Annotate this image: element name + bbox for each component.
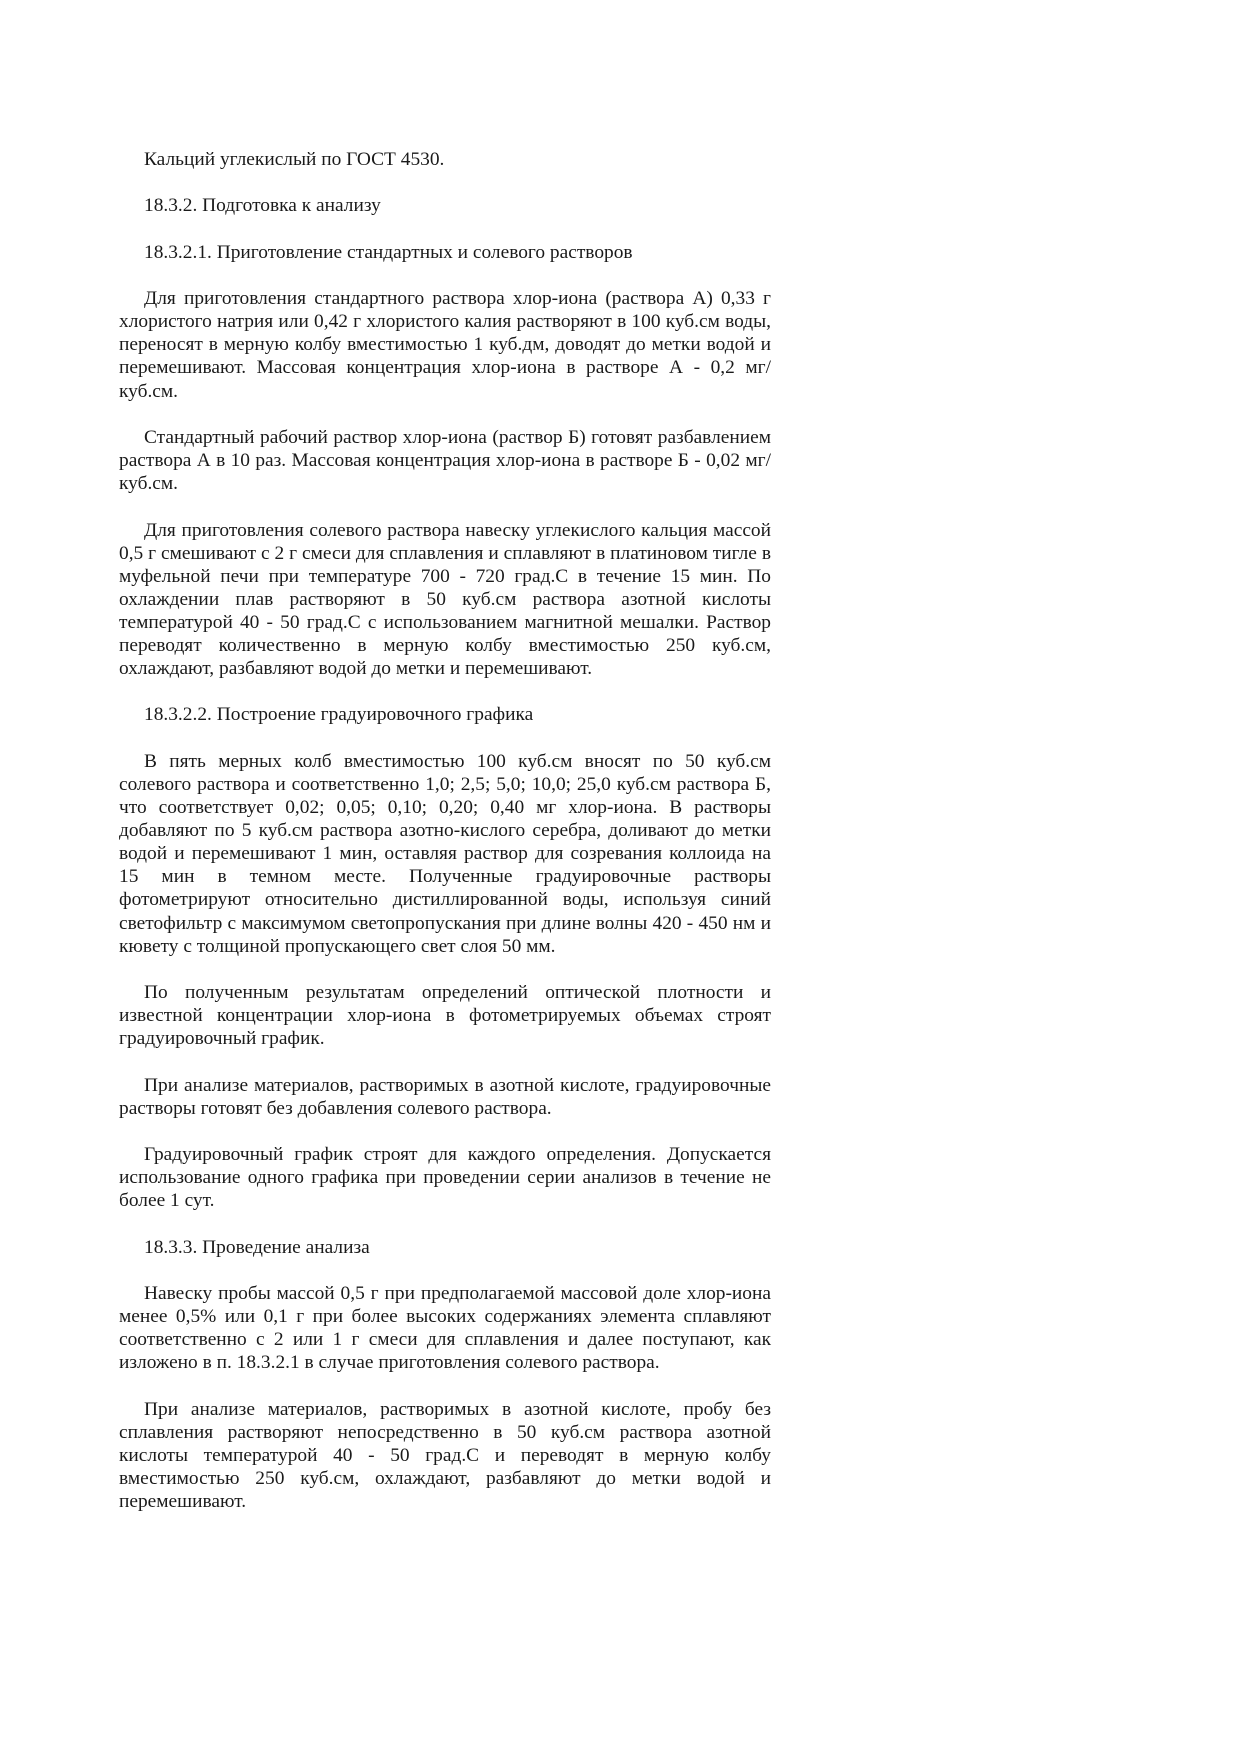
paragraph: При анализе материалов, растворимых в азотной кислоте, пробу без сплавления растворяют непосредственно в 50 куб.см раствора азотной кислоты температурой 40 - 50 град.С и переводят в мерную колбу вместимостью 250 куб.см, охлаждают, разбавляют до метки водой и перемешивают. [119, 1398, 771, 1513]
paragraph: Градуировочный график строят для каждого определения. Допускается использование одного графика при проведении серии анализов в течение не более 1 сут. [119, 1144, 771, 1212]
section-heading: 18.3.3. Проведение анализа [144, 1236, 370, 1258]
document-page [119, 148, 771, 1536]
paragraph: Для приготовления солевого раствора навеску углекислого кальция массой 0,5 г смешивают с 2 г смеси для сплавления и сплавляют в платиновом тигле в муфельной печи при температуре 700 - 720 град.С в течение 15 мин. По охлаждении плав растворяют в 50 куб.см раствора азотной кислоты температурой 40 - 50 град.С с использованием магнитной мешалки. Раствор переводят количественно в мерную колбу вместимостью 250 куб.см, охлаждают, разбавляют водой до метки и перемешивают. [119, 519, 771, 680]
reagent-line: Кальций углекислый по ГОСТ 4530. [144, 149, 445, 170]
paragraph: Навеску пробы массой 0,5 г при предполагаемой массовой доле хлор-иона менее 0,5% или 0,1 г при более высоких содержаниях элемента сплавляют соответственно с 2 или 1 г смеси для сплавления и далее поступают, как изложено в п. 18.3.2.1 в случае приготовления солевого раствора. [119, 1283, 771, 1374]
paragraph: При анализе материалов, растворимых в азотной кислоте, градуировочные растворы готовят без добавления солевого раствора. [119, 1074, 771, 1119]
section-heading: 18.3.2. Подготовка к анализу [144, 195, 381, 217]
subsection-heading: 18.3.2.1. Приготовление стандартных и солевого растворов [144, 241, 633, 263]
paragraph: В пять мерных колб вместимостью 100 куб.см вносят по 50 куб.см солевого раствора и соответственно 1,0; 2,5; 5,0; 10,0; 25,0 куб.см раствора Б, что соответствует 0,02; 0,05; 0,10; 0,20; 0,40 мг хлор-иона. В растворы добавляют по 5 куб.см раствора азотно-кислого серебра, доливают до метки водой и перемешивают 1 мин, оставляя раствор для созревания коллоида на 15 мин в темном месте. Полученные градуировочные растворы фотометрируют относительно дистиллированной воды, используя синий светофильтр с максимумом светопропускания при длине волны 420 - 450 нм и кювету с толщиной пропускающего свет слоя 50 мм. [119, 750, 771, 957]
subsection-heading: 18.3.2.2. Построение градуировочного графика [144, 704, 534, 726]
paragraph: Стандартный рабочий раствор хлор-иона (раствор Б) готовят разбавлением раствора А в 10 раз. Массовая концентрация хлор-иона в растворе Б - 0,02 мг/куб.см. [119, 426, 771, 495]
paragraph: По полученным результатам определений оптической плотности и известной концентрации хлор-иона в фотометрируемых объемах строят градуировочный график. [119, 982, 771, 1050]
paragraph: Для приготовления стандартного раствора хлор-иона (раствора А) 0,33 г хлористого натрия или 0,42 г хлористого калия растворяют в 100 куб.см воды, переносят в мерную колбу вместимостью 1 куб.дм, доводят до метки водой и перемешивают. Массовая концентрация хлор-иона в растворе А - 0,2 мг/куб.см. [119, 288, 771, 402]
